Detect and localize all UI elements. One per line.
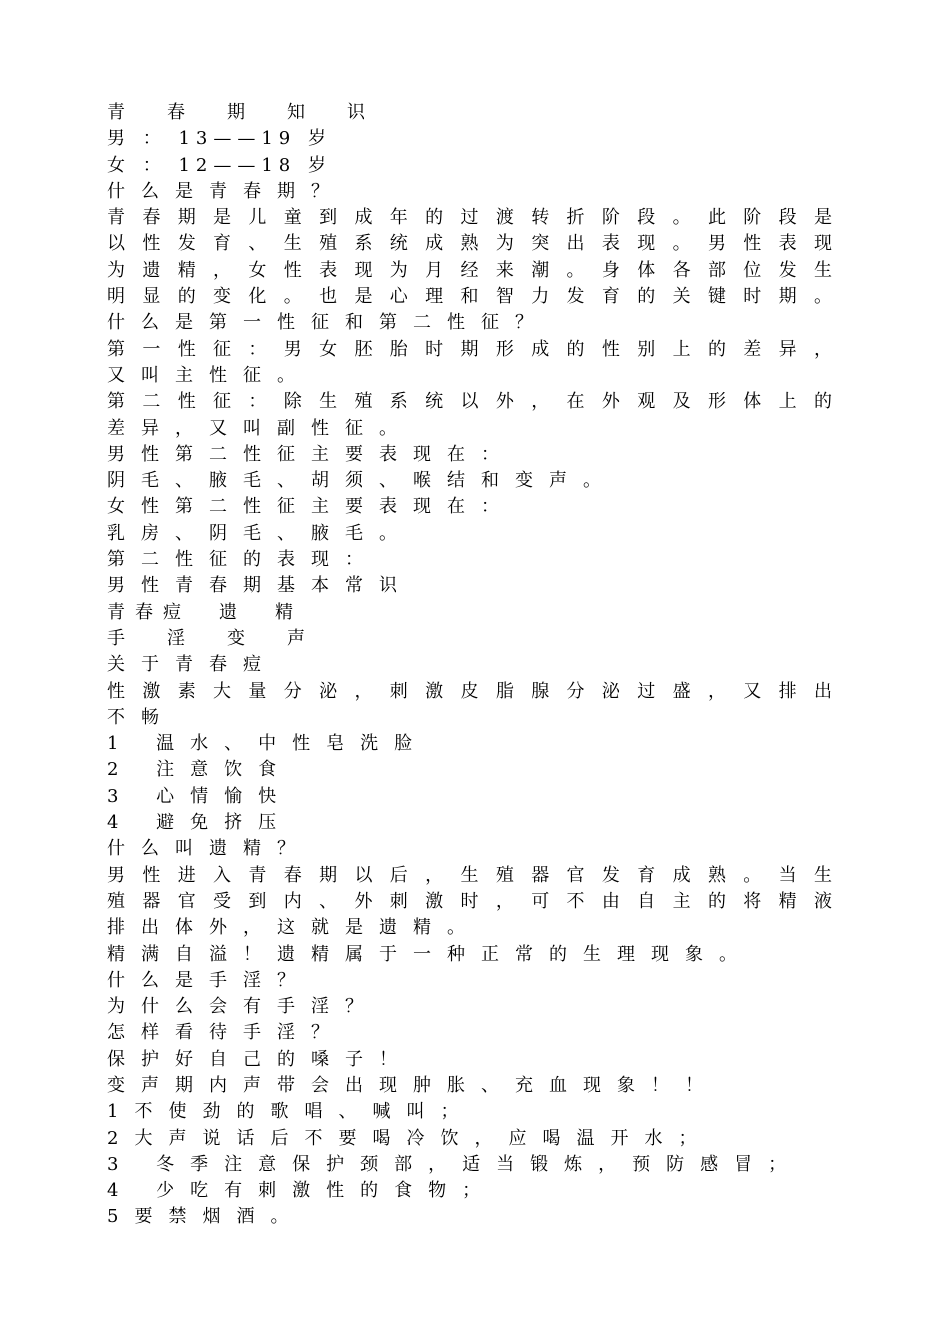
text-line: 青 春 期 知 识	[107, 102, 377, 123]
text-line: 差异，又叫副性征。	[107, 417, 413, 439]
text-line: 以性发育、生殖系统成熟为突出表现。男性表现	[107, 233, 832, 255]
text-line: 青春痘 遗 精	[107, 601, 303, 623]
text-line: 5要禁烟酒。	[107, 1206, 305, 1228]
text-line: 什么是手淫？	[107, 969, 311, 991]
text-line: 什么是青春期？	[107, 180, 345, 202]
text-line: 怎样看待手淫？	[107, 1022, 345, 1044]
text-line: 为什么会有手淫？	[107, 996, 379, 1018]
text-line: 1不使劲的歌唱、喊叫；	[107, 1101, 475, 1123]
text-line: 2大声说话后不要喝冷饮，应喝温开水；	[107, 1127, 713, 1149]
text-line: 4 少吃有刺激性的食物；	[107, 1180, 497, 1202]
text-line: 关于青春痘	[107, 654, 277, 676]
text-line: 2 注意饮食	[107, 759, 293, 781]
text-line: 男 ： 13——19 岁	[107, 128, 332, 150]
text-line: 什么叫遗精？	[107, 838, 311, 860]
text-line: 3 心情愉快	[107, 785, 293, 807]
text-line: 第二性征的表现：	[107, 549, 379, 571]
text-line: 男性进入青春期以后，生殖器官发育成熟。当生	[107, 864, 832, 886]
text-line: 男性青春期基本常识	[107, 575, 413, 597]
text-line: 乳房、阴毛、腋毛。	[107, 522, 413, 544]
text-line: 阴毛、腋毛、胡须、喉结和变声。	[107, 470, 617, 492]
text-line: 手 淫 变 声	[107, 627, 317, 649]
text-line: 第二性征：除生殖系统以外，在外观及形体上的	[107, 391, 832, 413]
document-body	[107, 100, 832, 1231]
text-line: 女性第二性征主要表现在：	[107, 496, 515, 518]
text-line: 精满自溢！遗精属于一种正常的生理现象。	[107, 943, 753, 965]
text-line: 1 温水、中性皂洗脸	[107, 733, 429, 755]
text-line: 明显的变化。也是心理和智力发育的关键时期。	[107, 286, 832, 308]
text-line: 变声期内声带会出现肿胀、充血现象！！	[107, 1074, 719, 1096]
text-line: 不畅	[107, 706, 175, 728]
text-line: 排出体外，这就是遗精。	[107, 917, 481, 939]
text-line: 保护好自己的嗓子！	[107, 1048, 413, 1070]
text-line: 3 冬季注意保护颈部，适当锻炼，预防感冒；	[107, 1153, 803, 1175]
text-line: 4 避免挤压	[107, 812, 293, 834]
text-line: 女 ： 12——18 岁	[107, 154, 332, 176]
text-line: 殖器官受到内、外刺激时，可不由自主的将精液	[107, 890, 832, 912]
text-line: 第一性征：男女胚胎时期形成的性别上的差异，	[107, 338, 832, 360]
text-line: 男性第二性征主要表现在：	[107, 443, 515, 465]
text-line: 性激素大量分泌，刺激皮脂腺分泌过盛，又排出	[107, 680, 832, 702]
text-line: 青春期是儿童到成年的过渡转折阶段。此阶段是	[107, 207, 832, 229]
text-line: 为遗精，女性表现为月经来潮。身体各部位发生	[107, 259, 832, 281]
text-lines	[107, 100, 832, 1231]
text-line: 什么是第一性征和第二性征？	[107, 312, 549, 334]
text-line: 又叫主性征。	[107, 364, 311, 386]
